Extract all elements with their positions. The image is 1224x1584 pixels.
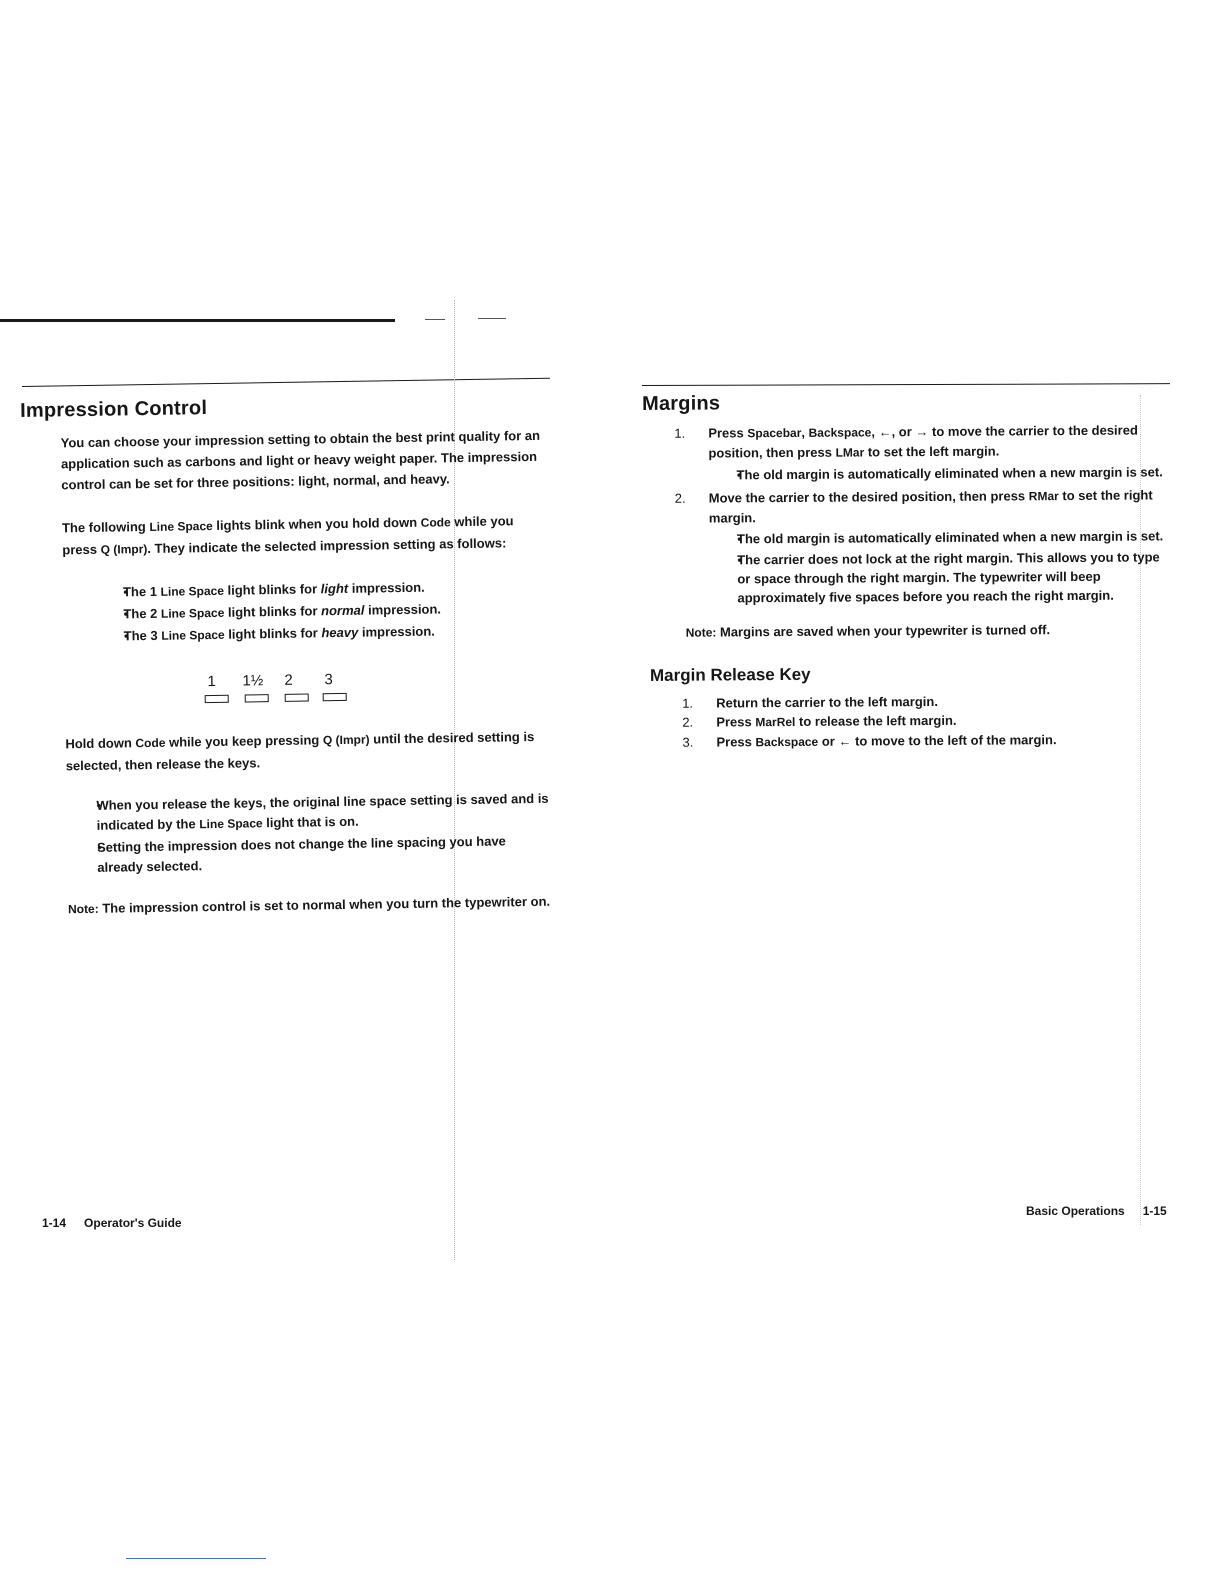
text-run: , (801, 424, 809, 440)
top-scan-rule-dash (425, 319, 445, 320)
text-run: The following (61, 518, 150, 536)
margin-release-heading: Margin Release Key (649, 664, 811, 685)
text-run: The 2 (123, 605, 162, 622)
key-name: Backspace (755, 734, 819, 750)
text-run: impression. (348, 579, 425, 596)
key-name: MarRel (755, 714, 796, 730)
text-run: until the desired setting is selected, then release the keys. (65, 728, 535, 774)
light-label: 2 (284, 671, 293, 689)
top-scan-rule-dash (478, 318, 506, 319)
list-item: ● The old margin is automatically eliminated when a new margin is set. (737, 526, 1169, 548)
left-page-footer (42, 1216, 182, 1230)
text-run: to set the left margin. (864, 443, 1000, 460)
text-run: while you press (62, 513, 514, 558)
text-run: to release the left margin. (795, 712, 957, 729)
text-run: The 3 (123, 627, 162, 644)
text-run: light blinks for (224, 603, 322, 620)
key-name: LMar (835, 445, 865, 460)
step-number: 2. (674, 490, 686, 506)
note-text: Margins are saved when your typewriter is turned off. (716, 622, 1051, 640)
margin-release-steps (682, 690, 1156, 752)
text-run: The 1 (122, 583, 161, 600)
text-run: When you release the keys, the original line space setting is saved and is indicated by the (96, 790, 549, 833)
left-header-rule (22, 378, 550, 387)
text-run: impression. (358, 623, 435, 640)
right-header-rule (642, 383, 1170, 386)
key-name: Spacebar (747, 425, 802, 441)
key-name: Line Space (161, 627, 225, 643)
key-name: Backspace (808, 425, 872, 440)
impression-note (68, 891, 553, 921)
key-name: Line Space (149, 518, 213, 534)
step-number: 2. (682, 714, 694, 730)
key-name: Q (Impr) (100, 542, 148, 557)
note-label: Note: (67, 901, 99, 917)
left-page (20, 391, 573, 920)
margins-note (686, 618, 1184, 643)
line-space-light (323, 693, 347, 701)
page-number: 1-15 (1142, 1204, 1167, 1218)
list-item: ● The carrier does not lock at the right margin. This allows you to type or space through the right margin. The typewriter will beep approximately five spaces before you reach the right margin. (737, 547, 1169, 607)
text-run: or ← to move to the left of the margin. (818, 732, 1057, 749)
impression-control-heading: Impression Control (20, 397, 208, 422)
light-label: 1½ (242, 672, 264, 690)
list-item (124, 620, 549, 647)
emphasis: light (320, 580, 349, 597)
line-space-light (285, 694, 309, 702)
key-name: Line Space (160, 605, 225, 621)
step-bullets (737, 526, 1170, 607)
page-number: 1-14 (42, 1216, 67, 1230)
emphasis: heavy (321, 624, 359, 641)
list-item (96, 789, 552, 836)
emphasis: normal (320, 602, 365, 619)
text-run: Press (716, 734, 756, 750)
top-scan-rule (0, 319, 395, 322)
text-run: to set the right margin. (708, 487, 1153, 526)
text-run: Hold down (65, 735, 136, 752)
light-blink-list (123, 576, 549, 647)
key-name: Line Space (160, 583, 225, 599)
text-run: light that is on. (262, 813, 359, 831)
text-run: Return the carrier to the left margin. (716, 693, 938, 711)
key-name: Code (420, 515, 451, 530)
text-run: Press (708, 425, 748, 441)
lights-paragraph (62, 510, 548, 562)
line-space-lights-diagram (204, 671, 365, 710)
list-item: ● The old margin is automatically eliminated when a new margin is set. (737, 462, 1169, 484)
text-run: impression. (364, 601, 442, 618)
list-item (682, 729, 1156, 752)
key-name: RMar (1028, 489, 1059, 504)
list-item (674, 420, 1168, 484)
hold-down-paragraph (65, 726, 551, 777)
step-number: 1. (674, 425, 686, 441)
step-bullets (737, 462, 1169, 484)
light-label: 1 (207, 672, 216, 691)
release-notes-list (96, 789, 552, 878)
step-number: 3. (682, 734, 694, 750)
text-run: Setting the impression does not change the line spacing you have already selected. (96, 833, 506, 875)
note-text: The impression control is set to normal when you turn the typewriter on. (98, 893, 551, 916)
text-run: Press (716, 714, 756, 730)
key-name: Code (135, 735, 166, 751)
step-number: 1. (682, 695, 694, 711)
key-name: Line Space (199, 816, 263, 832)
impression-intro-paragraph: You can choose your impression setting to obtain the best print quality for an application such as carbons and light or heavy weight paper. The impression control can be set for three positions: light, normal, and heavy. (60, 427, 541, 493)
text-run: , ←, or → to move the carrier to the desired position, then press (708, 422, 1138, 461)
key-name: Q (Impr) (322, 732, 370, 748)
line-space-light (205, 695, 229, 703)
light-label: 3 (324, 671, 333, 689)
list-item (674, 485, 1170, 607)
text-run: light blinks for (223, 581, 321, 598)
text-run: Move the carrier to the desired position, then press (708, 488, 1029, 506)
margins-steps (674, 420, 1169, 607)
right-page-footer (1026, 1204, 1167, 1218)
footer-title: Basic Operations (1026, 1204, 1125, 1218)
text-run: light blinks for (224, 625, 322, 642)
text-run: while you keep pressing (165, 732, 324, 750)
right-page (642, 389, 1185, 753)
list-item (97, 831, 553, 878)
scan-artifact-line (126, 1558, 266, 1559)
note-label: Note: (685, 625, 717, 640)
text-run: . They indicate the selected impression setting as follows: (147, 535, 507, 557)
margins-heading: Margins (642, 392, 721, 415)
text-run: lights blink when you hold down (212, 514, 421, 533)
footer-title: Operator's Guide (84, 1216, 182, 1230)
line-space-light (245, 694, 269, 702)
